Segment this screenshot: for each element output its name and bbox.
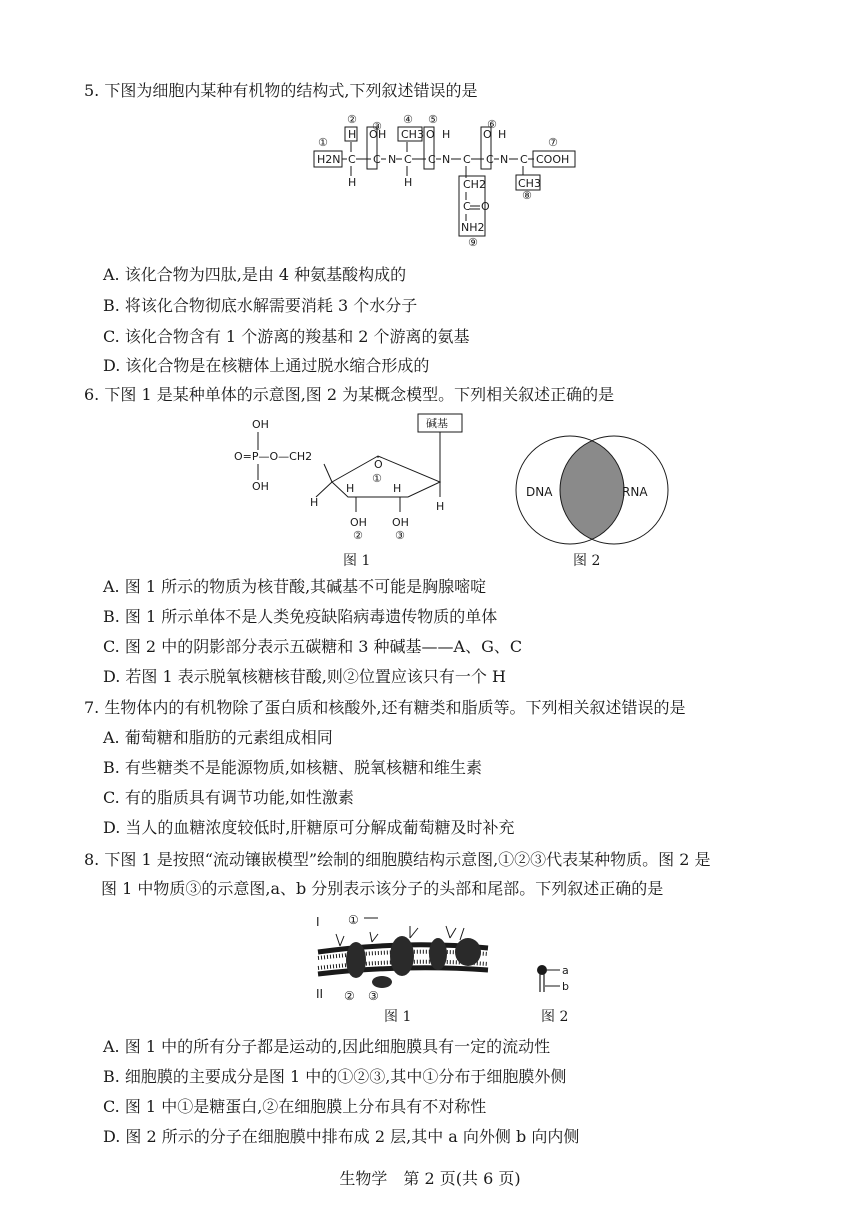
q6-figure1-nucleotide — [228, 412, 478, 542]
q8-option-c: C. 图 1 中①是糖蛋白,②在细胞膜上分布具有不对称性 — [103, 1097, 487, 1116]
q8-figure1-membrane — [310, 908, 500, 1003]
svg-text:C: C — [428, 153, 436, 166]
svg-text:b: b — [562, 980, 569, 993]
svg-text:②: ② — [344, 989, 355, 1003]
q5-option-d: D. 该化合物是在核糖体上通过脱水缩合形成的 — [103, 356, 430, 375]
q6-fig1-caption: 图 1 — [343, 553, 371, 569]
q7-option-a: A. 葡萄糖和脂肪的元素组成相同 — [103, 728, 333, 747]
base-label: 碱基 — [426, 417, 448, 430]
venn-rna-label: RNA — [622, 485, 648, 499]
svg-text:C: C — [373, 153, 381, 166]
page-footer: 生物学 第 2 页(共 6 页) — [339, 1169, 521, 1188]
h2n-group: H2N — [317, 153, 341, 166]
q8-option-b: B. 细胞膜的主要成分是图 1 中的①②③,其中①分布于细胞膜外侧 — [103, 1067, 567, 1086]
q6-option-b: B. 图 1 所示单体不是人类免疫缺陷病毒遗传物质的单体 — [103, 607, 498, 626]
svg-text:a: a — [562, 964, 569, 977]
q6-option-d: D. 若图 1 表示脱氧核糖核苷酸,则②位置应该只有一个 H — [103, 667, 506, 686]
q7-stem: 7. 生物体内的有机物除了蛋白质和核酸外,还有糖类和脂质等。下列相关叙述错误的是 — [84, 698, 686, 717]
q6-option-c: C. 图 2 中的阴影部分表示五碳糖和 3 种碱基——A、G、C — [103, 637, 523, 656]
svg-text:C: C — [348, 153, 356, 166]
q7-option-d: D. 当人的血糖浓度较低时,肝糖原可分解成葡萄糖及时补充 — [103, 818, 515, 837]
svg-text:②: ② — [353, 529, 363, 542]
ch3-bottom: CH3 — [518, 177, 541, 190]
q8-stem-line1: 8. 下图 1 是按照“流动镶嵌模型”绘制的细胞膜结构示意图,①②③代表某种物质。图 2 是 — [84, 850, 711, 869]
svg-text:H: H — [404, 176, 413, 189]
cooh-group: COOH — [536, 153, 570, 166]
svg-text:H: H — [348, 176, 357, 189]
label-2: ② — [347, 113, 357, 126]
svg-text:O: O — [481, 200, 490, 213]
q6-fig2-caption: 图 2 — [573, 553, 601, 569]
venn-dna-label: DNA — [526, 485, 553, 499]
ch3-top: CH3 — [401, 128, 424, 141]
svg-text:N: N — [388, 153, 397, 166]
svg-text:OH: OH — [350, 516, 367, 529]
label-8: ⑧ — [522, 189, 532, 202]
q5-option-b: B. 将该化合物彻底水解需要消耗 3 个水分子 — [103, 296, 418, 315]
svg-text:C: C — [404, 153, 412, 166]
svg-text:C: C — [486, 153, 494, 166]
q7-option-c: C. 有的脂质具有调节功能,如性激素 — [103, 788, 354, 807]
svg-text:H: H — [498, 128, 507, 141]
svg-text:O: O — [426, 128, 435, 141]
svg-text:H: H — [348, 128, 357, 141]
svg-text:①: ① — [348, 913, 359, 927]
q8-stem-line2: 图 1 中物质③的示意图,a、b 分别表示该分子的头部和尾部。下列叙述正确的是 — [101, 879, 664, 898]
svg-text:CH2: CH2 — [463, 178, 486, 191]
svg-text:③: ③ — [395, 529, 405, 542]
label-5: ⑤ — [428, 113, 438, 126]
svg-text:①: ① — [372, 472, 382, 485]
svg-text:H: H — [346, 482, 355, 495]
svg-text:OH: OH — [252, 418, 269, 431]
label-1: ① — [318, 136, 328, 149]
svg-text:③: ③ — [368, 989, 379, 1003]
label-9: ⑨ — [468, 236, 478, 249]
label-4: ④ — [403, 113, 413, 126]
svg-text:O: O — [369, 128, 378, 141]
label-6: ⑥ — [487, 118, 497, 131]
q8-fig2-caption: 图 2 — [541, 1009, 569, 1025]
q8-option-d: D. 图 2 所示的分子在细胞膜中排布成 2 层,其中 a 向外侧 b 向内侧 — [103, 1127, 580, 1146]
svg-text:O=P—O—CH2: O=P—O—CH2 — [234, 450, 313, 463]
svg-text:NH2: NH2 — [461, 221, 485, 234]
svg-text:OH: OH — [252, 480, 269, 493]
svg-text:I: I — [316, 915, 320, 929]
q8-fig1-caption: 图 1 — [384, 1009, 412, 1025]
svg-text:H: H — [436, 500, 445, 513]
q8-option-a: A. 图 1 中的所有分子都是运动的,因此细胞膜具有一定的流动性 — [103, 1037, 551, 1056]
svg-text:O: O — [483, 128, 492, 141]
q5-option-c: C. 该化合物含有 1 个游离的羧基和 2 个游离的氨基 — [103, 327, 470, 346]
svg-text:C: C — [520, 153, 528, 166]
svg-text:O: O — [374, 458, 383, 471]
q8-figure2-phospholipid — [532, 960, 582, 1000]
svg-text:C: C — [463, 200, 471, 213]
svg-text:OH: OH — [392, 516, 409, 529]
label-3: ③ — [372, 120, 382, 133]
q6-figure2-venn — [512, 430, 672, 550]
q5-stem: 5. 下图为细胞内某种有机物的结构式,下列叙述错误的是 — [84, 81, 478, 100]
svg-text:H: H — [393, 482, 402, 495]
svg-text:N: N — [442, 153, 451, 166]
label-7: ⑦ — [548, 136, 558, 149]
svg-text:II: II — [316, 987, 324, 1001]
svg-text:H: H — [310, 496, 319, 509]
q5-option-a: A. 该化合物为四肽,是由 4 种氨基酸构成的 — [103, 265, 407, 284]
q5-peptide-structure — [300, 108, 590, 256]
q7-option-b: B. 有些糖类不是能源物质,如核糖、脱氧核糖和维生素 — [103, 758, 483, 777]
svg-text:H: H — [442, 128, 451, 141]
svg-text:H: H — [378, 128, 387, 141]
q6-stem: 6. 下图 1 是某种单体的示意图,图 2 为某概念模型。下列相关叙述正确的是 — [84, 385, 615, 404]
q6-option-a: A. 图 1 所示的物质为核苷酸,其碱基不可能是胸腺嘧啶 — [103, 577, 487, 596]
svg-text:N: N — [500, 153, 509, 166]
svg-text:C: C — [463, 153, 471, 166]
